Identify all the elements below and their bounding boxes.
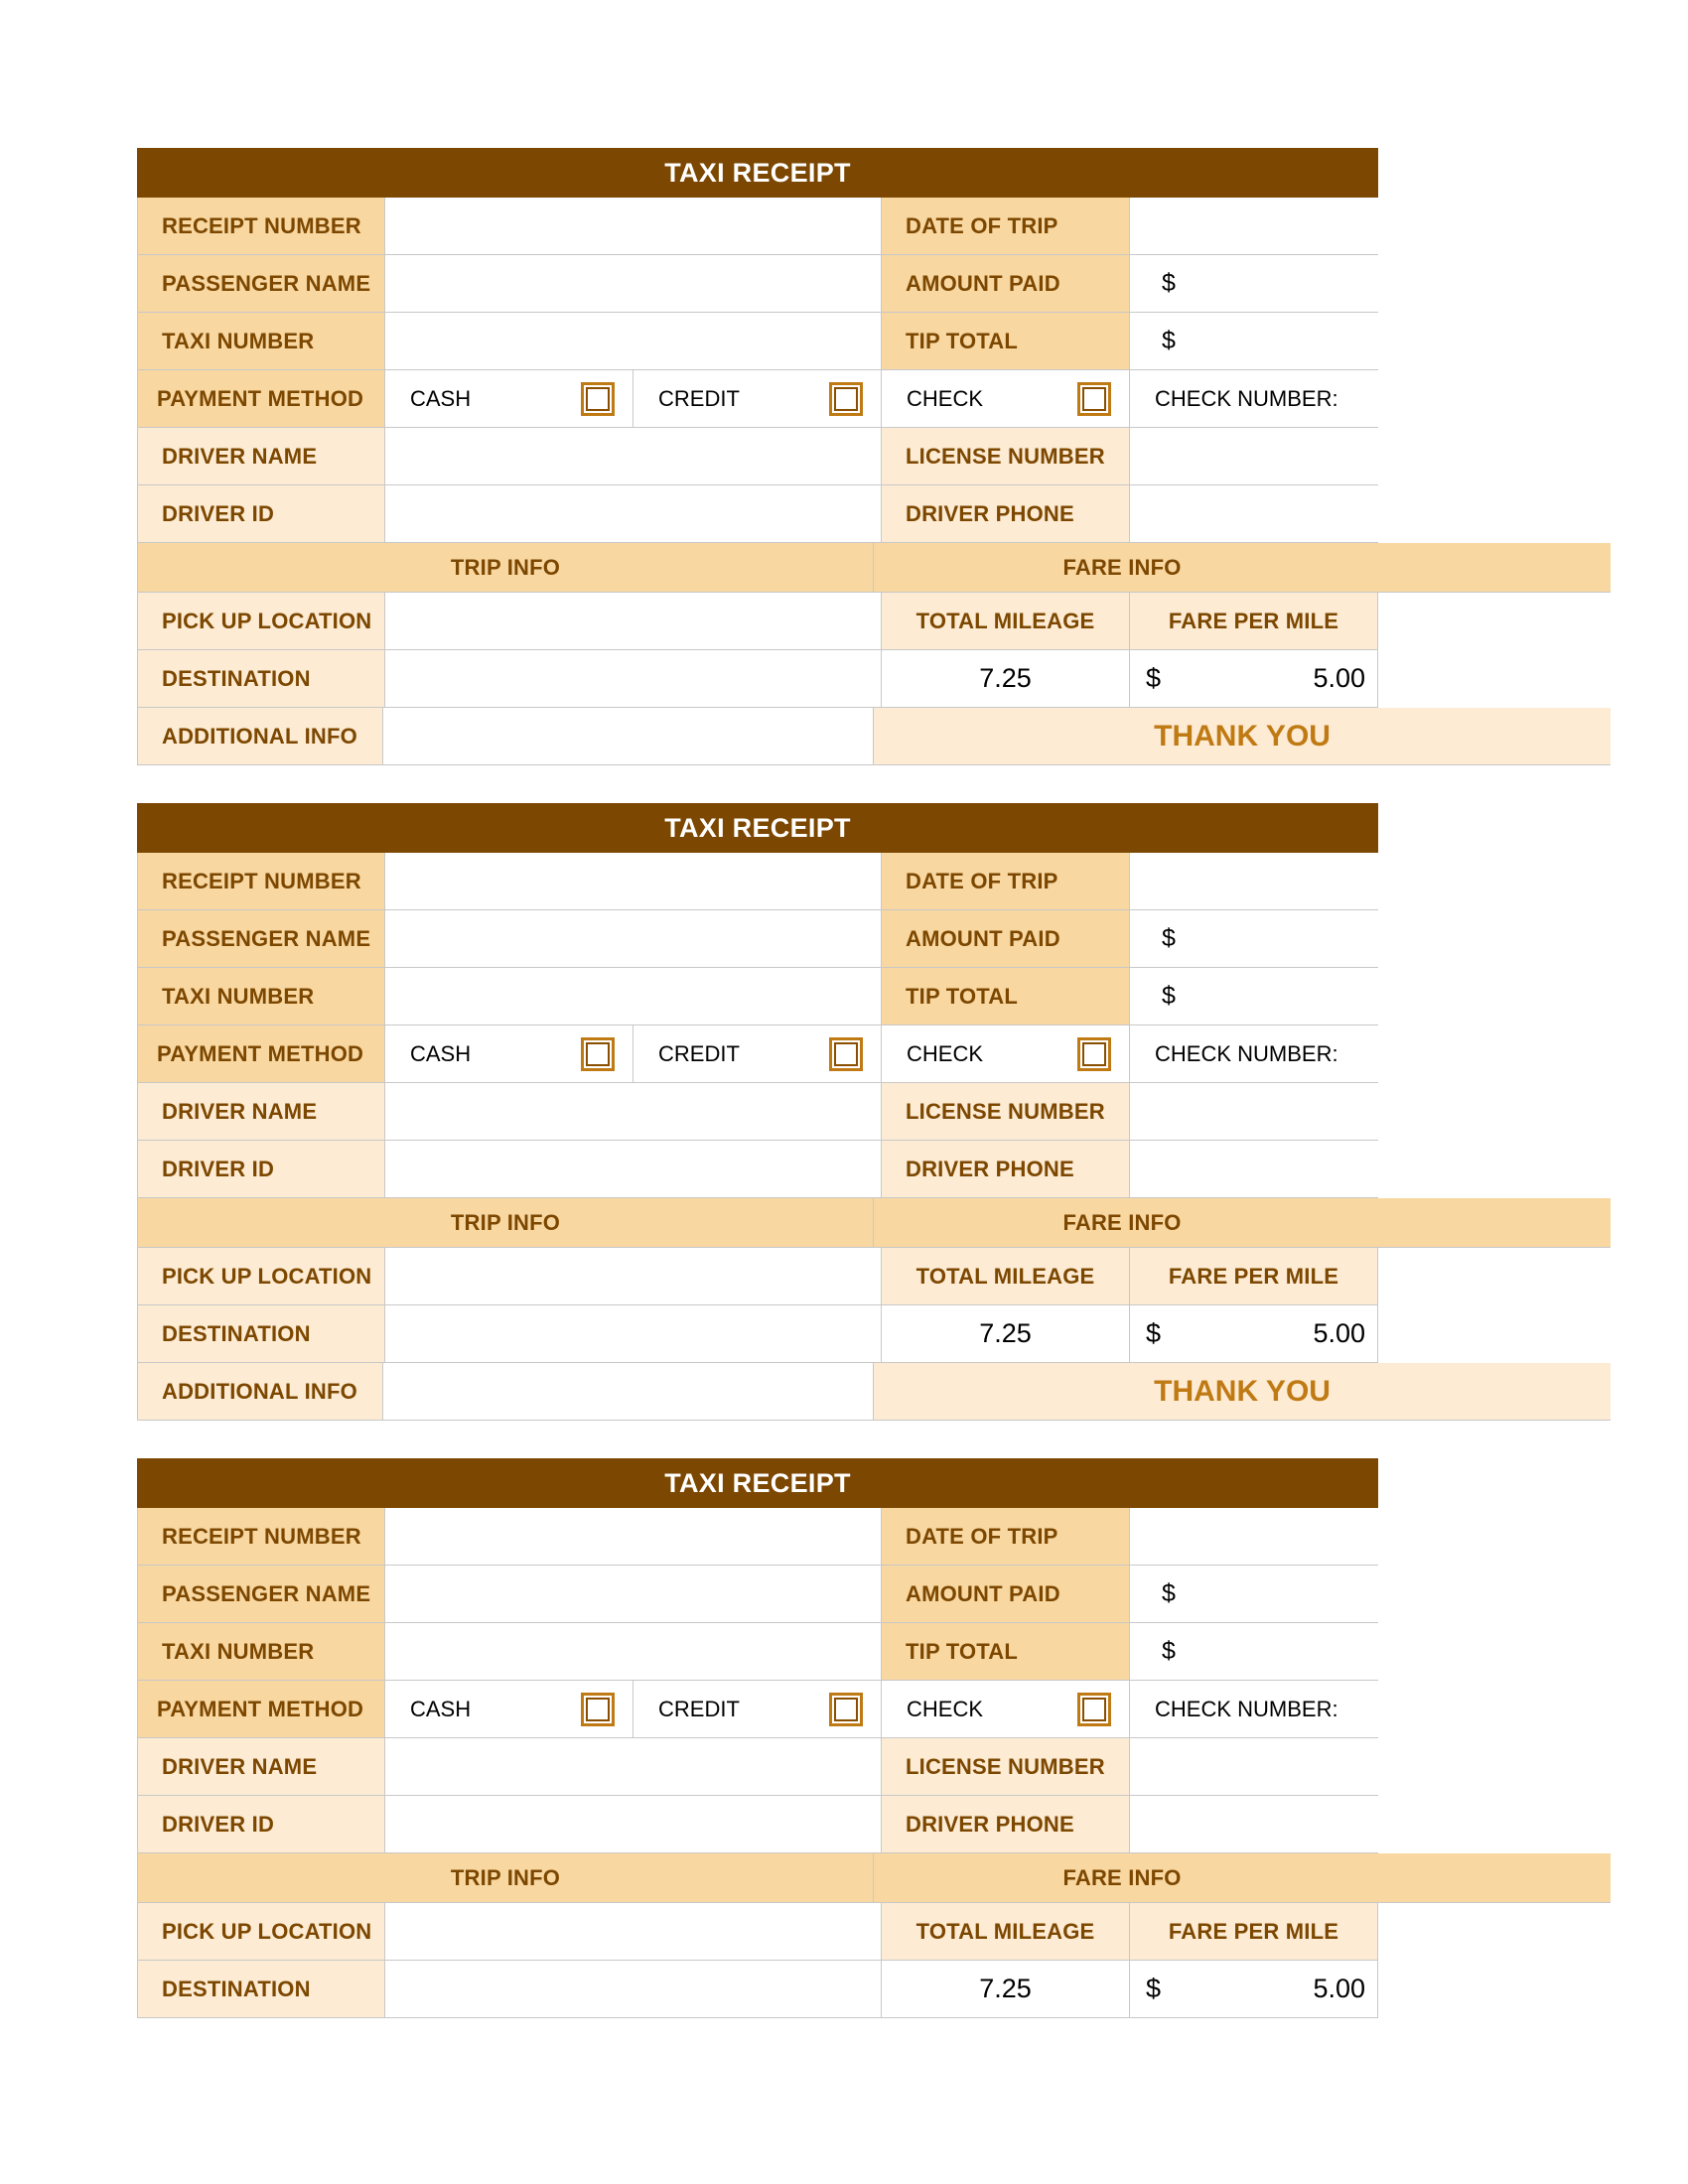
cash-option[interactable] bbox=[385, 1025, 633, 1083]
cash-option[interactable] bbox=[385, 1681, 633, 1738]
total-mileage-label: TOTAL MILEAGE bbox=[882, 593, 1130, 650]
total-mileage-value[interactable]: 7.25 bbox=[882, 1305, 1130, 1363]
driver-name-label: DRIVER NAME bbox=[137, 428, 385, 485]
driver-phone-label: DRIVER PHONE bbox=[882, 1796, 1130, 1853]
tip-total-label: TIP TOTAL bbox=[882, 968, 1130, 1025]
date-of-trip-label: DATE OF TRIP bbox=[882, 853, 1130, 910]
license-number-label: LICENSE NUMBER bbox=[882, 1083, 1130, 1141]
receipt-number-label: RECEIPT NUMBER bbox=[137, 853, 385, 910]
check-number-field[interactable]: CHECK NUMBER: bbox=[1130, 370, 1378, 428]
tip-total-field[interactable] bbox=[1130, 968, 1378, 1025]
payment-method-label: PAYMENT METHOD bbox=[137, 1025, 385, 1083]
amount-paid-label: AMOUNT PAID bbox=[882, 1566, 1130, 1623]
driver-name-field[interactable] bbox=[385, 1738, 882, 1796]
taxi-number-label: TAXI NUMBER bbox=[137, 968, 385, 1025]
fare-amount: 5.00 bbox=[1313, 663, 1365, 693]
taxi-number-label: TAXI NUMBER bbox=[137, 1623, 385, 1681]
payment-method-label: PAYMENT METHOD bbox=[137, 1681, 385, 1738]
check-number-field[interactable]: CHECK NUMBER: bbox=[1130, 1025, 1378, 1083]
fare-per-mile-value[interactable] bbox=[1130, 1305, 1378, 1363]
pick-up-location-label: PICK UP LOCATION bbox=[137, 1903, 385, 1961]
tip-total-label: TIP TOTAL bbox=[882, 1623, 1130, 1681]
thank-you-text: THANK YOU bbox=[1154, 719, 1331, 752]
driver-name-field[interactable] bbox=[385, 1083, 882, 1141]
fare-per-mile-label: FARE PER MILE bbox=[1130, 1903, 1378, 1961]
currency-symbol: $ bbox=[1146, 1318, 1162, 1348]
amount-paid-field[interactable] bbox=[1130, 910, 1378, 968]
currency-symbol: $ bbox=[1146, 1974, 1162, 2003]
taxi-receipt-1 bbox=[137, 148, 1611, 765]
driver-name-label: DRIVER NAME bbox=[137, 1738, 385, 1796]
receipt-title: TAXI RECEIPT bbox=[137, 148, 1378, 198]
check-checkbox[interactable] bbox=[1077, 1693, 1111, 1726]
amount-paid-label: AMOUNT PAID bbox=[882, 910, 1130, 968]
destination-field[interactable] bbox=[385, 1305, 882, 1363]
total-mileage-label: TOTAL MILEAGE bbox=[882, 1248, 1130, 1305]
thank-you-banner bbox=[874, 1363, 1611, 1421]
credit-label: CREDIT bbox=[658, 1040, 740, 1066]
fare-per-mile-value[interactable] bbox=[1130, 650, 1378, 708]
currency-symbol: $ bbox=[1162, 327, 1176, 354]
check-label: CHECK bbox=[907, 1040, 984, 1066]
additional-info-label: ADDITIONAL INFO bbox=[137, 1363, 383, 1421]
receipt-number-label: RECEIPT NUMBER bbox=[137, 1508, 385, 1566]
additional-info-field[interactable] bbox=[383, 708, 875, 765]
trip-info-header: TRIP INFO bbox=[137, 1198, 874, 1248]
fare-amount: 5.00 bbox=[1313, 1974, 1365, 2003]
taxi-number-label: TAXI NUMBER bbox=[137, 313, 385, 370]
date-of-trip-label: DATE OF TRIP bbox=[882, 198, 1130, 255]
check-label: CHECK bbox=[907, 1696, 984, 1721]
tip-total-field[interactable] bbox=[1130, 1623, 1378, 1681]
trip-info-header: TRIP INFO bbox=[137, 1853, 874, 1903]
additional-info-label: ADDITIONAL INFO bbox=[137, 708, 383, 765]
destination-label: DESTINATION bbox=[137, 1305, 385, 1363]
driver-name-label: DRIVER NAME bbox=[137, 1083, 385, 1141]
fare-info-header: FARE INFO bbox=[874, 1853, 1611, 1903]
license-number-label: LICENSE NUMBER bbox=[882, 428, 1130, 485]
additional-info-field[interactable] bbox=[383, 1363, 875, 1421]
passenger-name-label: PASSENGER NAME bbox=[137, 910, 385, 968]
date-of-trip-field[interactable] bbox=[1130, 853, 1378, 910]
date-of-trip-label: DATE OF TRIP bbox=[882, 1508, 1130, 1566]
currency-symbol: $ bbox=[1162, 924, 1176, 952]
total-mileage-value[interactable]: 7.25 bbox=[882, 1961, 1130, 2018]
credit-checkbox[interactable] bbox=[829, 382, 863, 416]
thank-you-text: THANK YOU bbox=[1154, 1374, 1331, 1408]
receipt-title: TAXI RECEIPT bbox=[137, 1458, 1378, 1508]
receipt-number-field[interactable] bbox=[385, 853, 882, 910]
currency-symbol: $ bbox=[1162, 269, 1176, 297]
passenger-name-field[interactable] bbox=[385, 255, 882, 313]
pick-up-location-label: PICK UP LOCATION bbox=[137, 593, 385, 650]
taxi-number-field[interactable] bbox=[385, 968, 882, 1025]
credit-checkbox[interactable] bbox=[829, 1037, 863, 1071]
date-of-trip-field[interactable] bbox=[1130, 1508, 1378, 1566]
receipt-number-field[interactable] bbox=[385, 198, 882, 255]
credit-option[interactable] bbox=[633, 1681, 882, 1738]
cash-option[interactable] bbox=[385, 370, 633, 428]
driver-phone-field[interactable] bbox=[1130, 1141, 1378, 1198]
trip-info-header: TRIP INFO bbox=[137, 543, 874, 593]
license-number-field[interactable] bbox=[1130, 1083, 1378, 1141]
pick-up-location-field[interactable] bbox=[385, 1903, 882, 1961]
amount-paid-label: AMOUNT PAID bbox=[882, 255, 1130, 313]
check-number-field[interactable]: CHECK NUMBER: bbox=[1130, 1681, 1378, 1738]
check-option[interactable] bbox=[882, 1025, 1130, 1083]
destination-label: DESTINATION bbox=[137, 1961, 385, 2018]
driver-id-field[interactable] bbox=[385, 1796, 882, 1853]
currency-symbol: $ bbox=[1162, 1579, 1176, 1607]
check-checkbox[interactable] bbox=[1077, 1037, 1111, 1071]
cash-label: CASH bbox=[410, 385, 472, 411]
receipt-number-label: RECEIPT NUMBER bbox=[137, 198, 385, 255]
thank-you-banner bbox=[874, 708, 1611, 765]
tip-total-field[interactable] bbox=[1130, 313, 1378, 370]
driver-id-field[interactable] bbox=[385, 485, 882, 543]
currency-symbol: $ bbox=[1162, 982, 1176, 1010]
pick-up-location-field[interactable] bbox=[385, 1248, 882, 1305]
taxi-receipt-2 bbox=[137, 803, 1611, 1421]
currency-symbol: $ bbox=[1146, 663, 1162, 693]
destination-field[interactable] bbox=[385, 650, 882, 708]
fare-amount: 5.00 bbox=[1313, 1318, 1365, 1348]
amount-paid-field[interactable] bbox=[1130, 1566, 1378, 1623]
cash-checkbox[interactable] bbox=[581, 382, 615, 416]
pick-up-location-label: PICK UP LOCATION bbox=[137, 1248, 385, 1305]
destination-field[interactable] bbox=[385, 1961, 882, 2018]
check-label: CHECK bbox=[907, 385, 984, 411]
passenger-name-label: PASSENGER NAME bbox=[137, 1566, 385, 1623]
credit-label: CREDIT bbox=[658, 385, 740, 411]
fare-per-mile-label: FARE PER MILE bbox=[1130, 593, 1378, 650]
check-option[interactable] bbox=[882, 1681, 1130, 1738]
driver-phone-field[interactable] bbox=[1130, 1796, 1378, 1853]
cash-checkbox[interactable] bbox=[581, 1037, 615, 1071]
driver-phone-field[interactable] bbox=[1130, 485, 1378, 543]
driver-name-field[interactable] bbox=[385, 428, 882, 485]
cash-label: CASH bbox=[410, 1040, 472, 1066]
check-checkbox[interactable] bbox=[1077, 382, 1111, 416]
receipt-title: TAXI RECEIPT bbox=[137, 803, 1378, 853]
credit-label: CREDIT bbox=[658, 1696, 740, 1721]
payment-method-label: PAYMENT METHOD bbox=[137, 370, 385, 428]
total-mileage-value[interactable]: 7.25 bbox=[882, 650, 1130, 708]
currency-symbol: $ bbox=[1162, 1637, 1176, 1665]
passenger-name-field[interactable] bbox=[385, 1566, 882, 1623]
check-option[interactable] bbox=[882, 370, 1130, 428]
fare-info-header: FARE INFO bbox=[874, 543, 1611, 593]
driver-id-label: DRIVER ID bbox=[137, 1796, 385, 1853]
license-number-field[interactable] bbox=[1130, 1738, 1378, 1796]
driver-phone-label: DRIVER PHONE bbox=[882, 1141, 1130, 1198]
amount-paid-field[interactable] bbox=[1130, 255, 1378, 313]
fare-info-header: FARE INFO bbox=[874, 1198, 1611, 1248]
total-mileage-label: TOTAL MILEAGE bbox=[882, 1903, 1130, 1961]
driver-id-label: DRIVER ID bbox=[137, 1141, 385, 1198]
driver-phone-label: DRIVER PHONE bbox=[882, 485, 1130, 543]
cash-label: CASH bbox=[410, 1696, 472, 1721]
fare-per-mile-value[interactable] bbox=[1130, 1961, 1378, 2018]
passenger-name-field[interactable] bbox=[385, 910, 882, 968]
pick-up-location-field[interactable] bbox=[385, 593, 882, 650]
tip-total-label: TIP TOTAL bbox=[882, 313, 1130, 370]
cash-checkbox[interactable] bbox=[581, 1693, 615, 1726]
license-number-label: LICENSE NUMBER bbox=[882, 1738, 1130, 1796]
date-of-trip-field[interactable] bbox=[1130, 198, 1378, 255]
taxi-number-field[interactable] bbox=[385, 1623, 882, 1681]
driver-id-field[interactable] bbox=[385, 1141, 882, 1198]
fare-per-mile-label: FARE PER MILE bbox=[1130, 1248, 1378, 1305]
credit-option[interactable] bbox=[633, 370, 882, 428]
taxi-receipt-3 bbox=[137, 1458, 1611, 2018]
license-number-field[interactable] bbox=[1130, 428, 1378, 485]
destination-label: DESTINATION bbox=[137, 650, 385, 708]
passenger-name-label: PASSENGER NAME bbox=[137, 255, 385, 313]
receipt-number-field[interactable] bbox=[385, 1508, 882, 1566]
credit-checkbox[interactable] bbox=[829, 1693, 863, 1726]
credit-option[interactable] bbox=[633, 1025, 882, 1083]
driver-id-label: DRIVER ID bbox=[137, 485, 385, 543]
taxi-number-field[interactable] bbox=[385, 313, 882, 370]
